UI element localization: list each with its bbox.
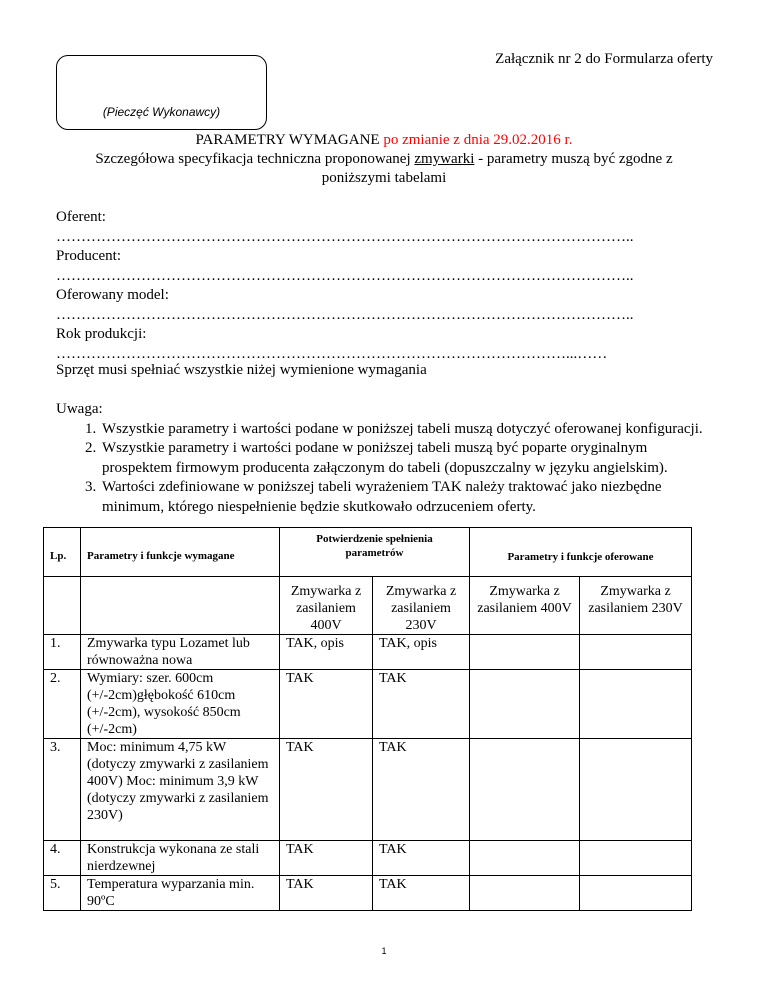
title-main: PARAMETRY WYMAGANE [195, 132, 380, 148]
row-offered-400[interactable] [470, 739, 580, 841]
subheader-offered-400: Zmywarka z zasilaniem 400V [470, 577, 580, 635]
row-lp: 3. [44, 739, 81, 841]
row-offered-230[interactable] [580, 670, 692, 739]
table-row [44, 841, 692, 876]
subheader-confirm-230: Zmywarka z zasilaniem 230V [373, 577, 470, 635]
row-offered-230[interactable] [580, 841, 692, 876]
subtitle-part: - parametry muszą być zgodne z [478, 151, 673, 167]
row-confirm-230: TAK [373, 670, 470, 739]
subheader-confirm-400: Zmywarka z zasilaniem 400V [280, 577, 373, 635]
subtitle [56, 150, 712, 169]
year-label: Rok produkcji: [56, 326, 147, 342]
row-offered-400[interactable] [470, 670, 580, 739]
row-confirm-400: TAK [280, 841, 373, 876]
note-item: 3. Wartości zdefiniowane w poniższej tabeli wyrażeniem TAK należy traktować jako niezbędne minimum, którego niespełnienie będzie skutkowało odrzuceniem oferty. [100, 478, 716, 517]
stamp-label: (Pieczęć Wykonawcy) [102, 105, 221, 119]
subtitle-line2: poniższymi tabelami [321, 170, 447, 186]
row-confirm-400: TAK, opis [280, 635, 373, 670]
row-offered-230[interactable] [580, 739, 692, 841]
requirement-statement: Sprzęt musi spełniać wszystkie niżej wymienione wymagania [56, 362, 427, 378]
specification-table [43, 527, 692, 911]
header-offered: Parametry i funkcje oferowane [470, 528, 692, 577]
row-offered-400[interactable] [470, 876, 580, 911]
row-confirm-230: TAK, opis [373, 635, 470, 670]
page-title [56, 131, 712, 150]
oferent-field[interactable]: …………………………………………………………………………………………………….. [56, 228, 634, 245]
table-row [44, 739, 692, 841]
row-offered-230[interactable] [580, 876, 692, 911]
page-number: 1 [381, 946, 387, 956]
row-confirm-400: TAK [280, 876, 373, 911]
row-offered-230[interactable] [580, 635, 692, 670]
row-offered-400[interactable] [470, 841, 580, 876]
bidder-info [56, 208, 716, 364]
row-lp: 2. [44, 670, 81, 739]
row-lp: 5. [44, 876, 81, 911]
row-lp: 1. [44, 635, 81, 670]
row-param: Moc: minimum 4,75 kW (dotyczy zmywarki z zasilaniem 400V) Moc: minimum 3,9 kW (dotyczy zmywarki z zasilaniem 230V) [81, 739, 280, 841]
producent-label: Producent: [56, 248, 121, 264]
note-item: 2. Wszystkie parametry i wartości podane w poniższej tabeli muszą być poparte oryginalnym prospektem firmowym producenta załączonym do tabeli (dopuszczalny w języku angielskim). [100, 439, 716, 478]
notes [56, 400, 716, 517]
notes-list [56, 420, 716, 518]
model-field[interactable]: …………………………………………………………………………………………………….. [56, 306, 634, 323]
producent-field[interactable]: …………………………………………………………………………………………………….. [56, 267, 634, 284]
row-offered-400[interactable] [470, 635, 580, 670]
oferent-label: Oferent: [56, 209, 106, 225]
header-lp: Lp. [44, 528, 81, 577]
title-block [56, 131, 712, 188]
subheader-offered-230: Zmywarka z zasilaniem 230V [580, 577, 692, 635]
row-param: Konstrukcja wykonana ze stali nierdzewnej [81, 841, 280, 876]
table-row [44, 876, 692, 911]
title-change-date: po zmianie z dnia 29.02.2016 r. [383, 132, 573, 148]
table-row [44, 670, 692, 739]
year-field[interactable]: …………………………………………………………………………………………...…… [56, 345, 608, 362]
header-confirm: Potwierdzenie spełnienia parametrów [280, 528, 470, 577]
row-param: Zmywarka typu Lozamet lub równoważna nowa [81, 635, 280, 670]
header-params: Parametry i funkcje wymagane [81, 528, 280, 577]
subheader-empty [44, 577, 81, 635]
contractor-stamp-box [56, 55, 267, 130]
annex-label: Załącznik nr 2 do Formularza oferty [495, 51, 713, 67]
row-confirm-400: TAK [280, 739, 373, 841]
row-confirm-230: TAK [373, 876, 470, 911]
row-lp: 4. [44, 841, 81, 876]
note-item: 1. Wszystkie parametry i wartości podane w poniższej tabeli muszą dotyczyć oferowanej konfiguracji. [100, 420, 716, 440]
row-confirm-400: TAK [280, 670, 373, 739]
row-confirm-230: TAK [373, 739, 470, 841]
row-param: Temperatura wyparzania min. 90ºC [81, 876, 280, 911]
row-param: Wymiary: szer. 600cm (+/-2cm)głębokość 610cm (+/-2cm), wysokość 850cm (+/-2cm) [81, 670, 280, 739]
subtitle-part: Szczegółowa specyfikacja techniczna proponowanej [95, 151, 411, 167]
notes-heading: Uwaga: [56, 401, 103, 417]
subtitle-underlined: zmywarki [414, 151, 475, 167]
subheader-empty [81, 577, 280, 635]
model-label: Oferowany model: [56, 287, 169, 303]
row-confirm-230: TAK [373, 841, 470, 876]
table-row [44, 635, 692, 670]
